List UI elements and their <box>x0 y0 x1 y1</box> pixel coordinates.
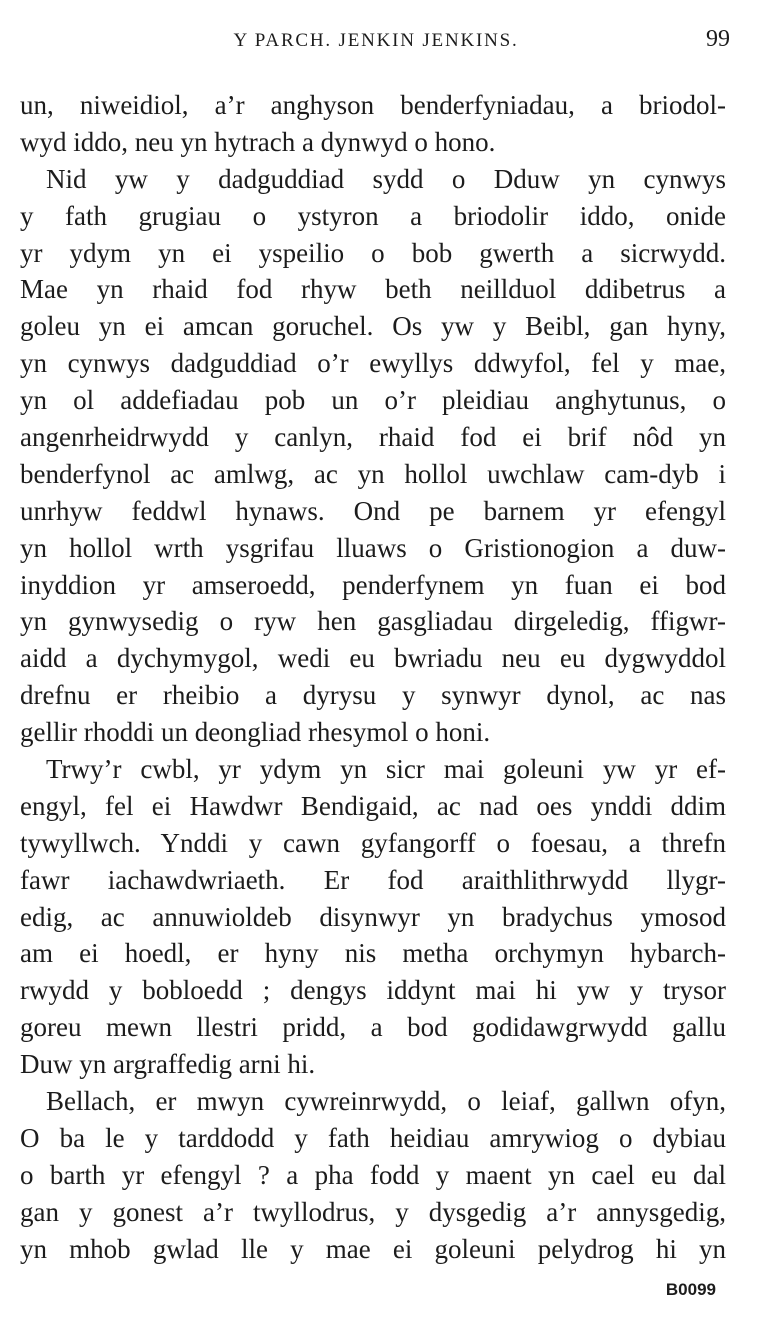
text-line: goreu mewn llestri pridd, a bod godidawgrwydd gallu <box>20 1012 726 1043</box>
text-line: unrhyw feddwl hynaws. Ond pe barnem yr efengyl <box>20 495 726 526</box>
text-line: gellir rhoddi un deongliad rhesymol o honi. <box>20 717 491 748</box>
text-line: Trwy’r cwbl, yr ydym yn sicr mai goleuni yw yr ef- <box>46 754 726 785</box>
text-line: goleu yn ei amcan goruchel. Os yw y Beibl, gan hyny, <box>20 311 726 342</box>
text-line: o barth yr efengyl ? a pha fodd y maent yn cael eu dal <box>20 1159 726 1190</box>
text-line: yr ydym yn ei yspeilio o bob gwerth a sicrwydd. <box>20 237 726 268</box>
body-text <box>20 87 726 1268</box>
text-line: edig, ac annuwioldeb disynwyr yn bradychus ymosod <box>20 901 726 932</box>
text-line: y fath grugiau o ystyron a briodolir iddo, onide <box>20 200 726 231</box>
text-line: yn hollol wrth ysgrifau lluaws o Gristionogion a duw- <box>20 532 726 563</box>
text-line: benderfynol ac amlwg, ac yn hollol uwchlaw cam-dyb i <box>20 458 726 489</box>
text-line: drefnu er rheibio a dyrysu y synwyr dynol, ac nas <box>20 680 726 711</box>
text-line: un, niweidiol, a’r anghyson benderfyniadau, a briodol- <box>20 90 726 120</box>
running-head: Y PARCH. JENKIN JENKINS. <box>233 30 519 51</box>
text-line: Bellach, er mwyn cywreinrwydd, o leiaf, gallwn ofyn, <box>46 1086 726 1117</box>
text-line: rwydd y bobloedd ; dengys iddynt mai hi yw y trysor <box>20 975 726 1006</box>
text-line: yn mhob gwlad lle y mae ei goleuni pelydrog hi yn <box>20 1233 726 1264</box>
text-line: inyddion yr amseroedd, penderfynem yn fuan ei bod <box>20 569 726 600</box>
text-line: wyd iddo, neu yn hytrach a dynwyd o hono. <box>20 126 496 157</box>
text-line: angenrheidrwydd y canlyn, rhaid fod ei brif nôd yn <box>20 422 726 453</box>
text-line: O ba le y tarddodd y fath heidiau amrywiog o dybiau <box>20 1122 726 1153</box>
text-line: Mae yn rhaid fod rhyw beth neillduol ddibetrus a <box>20 274 726 305</box>
text-line: yn cynwys dadguddiad o’r ewyllys ddwyfol, fel y mae, <box>20 348 726 379</box>
page-code: B0099 <box>665 1280 716 1299</box>
text-line: am ei hoedl, er hyny nis metha orchymyn hybarch- <box>20 938 726 969</box>
text-line: Nid yw y dadguddiad sydd o Dduw yn cynwys <box>46 163 726 194</box>
text-line: yn ol addefiadau pob un o’r pleidiau anghytunus, o <box>20 385 726 416</box>
text-line: engyl, fel ei Hawdwr Bendigaid, ac nad oes ynddi ddim <box>20 790 726 821</box>
text-line: yn gynwysedig o ryw hen gasgliadau dirgeledig, ffigwr- <box>20 606 726 637</box>
text-line: aidd a dychymygol, wedi eu bwriadu neu eu dygwyddol <box>20 643 726 674</box>
text-line: tywyllwch. Ynddi y cawn gyfangorff o foesau, a threfn <box>20 827 726 858</box>
page-header <box>22 24 730 60</box>
page-number: 99 <box>706 26 730 52</box>
text-line: fawr iachawdwriaeth. Er fod araithlithrwydd llygr- <box>20 864 726 895</box>
text-line: Duw yn argraffedig arni hi. <box>20 1049 316 1080</box>
text-line: gan y gonest a’r twyllodrus, y dysgedig a’r annysgedig, <box>20 1196 726 1227</box>
